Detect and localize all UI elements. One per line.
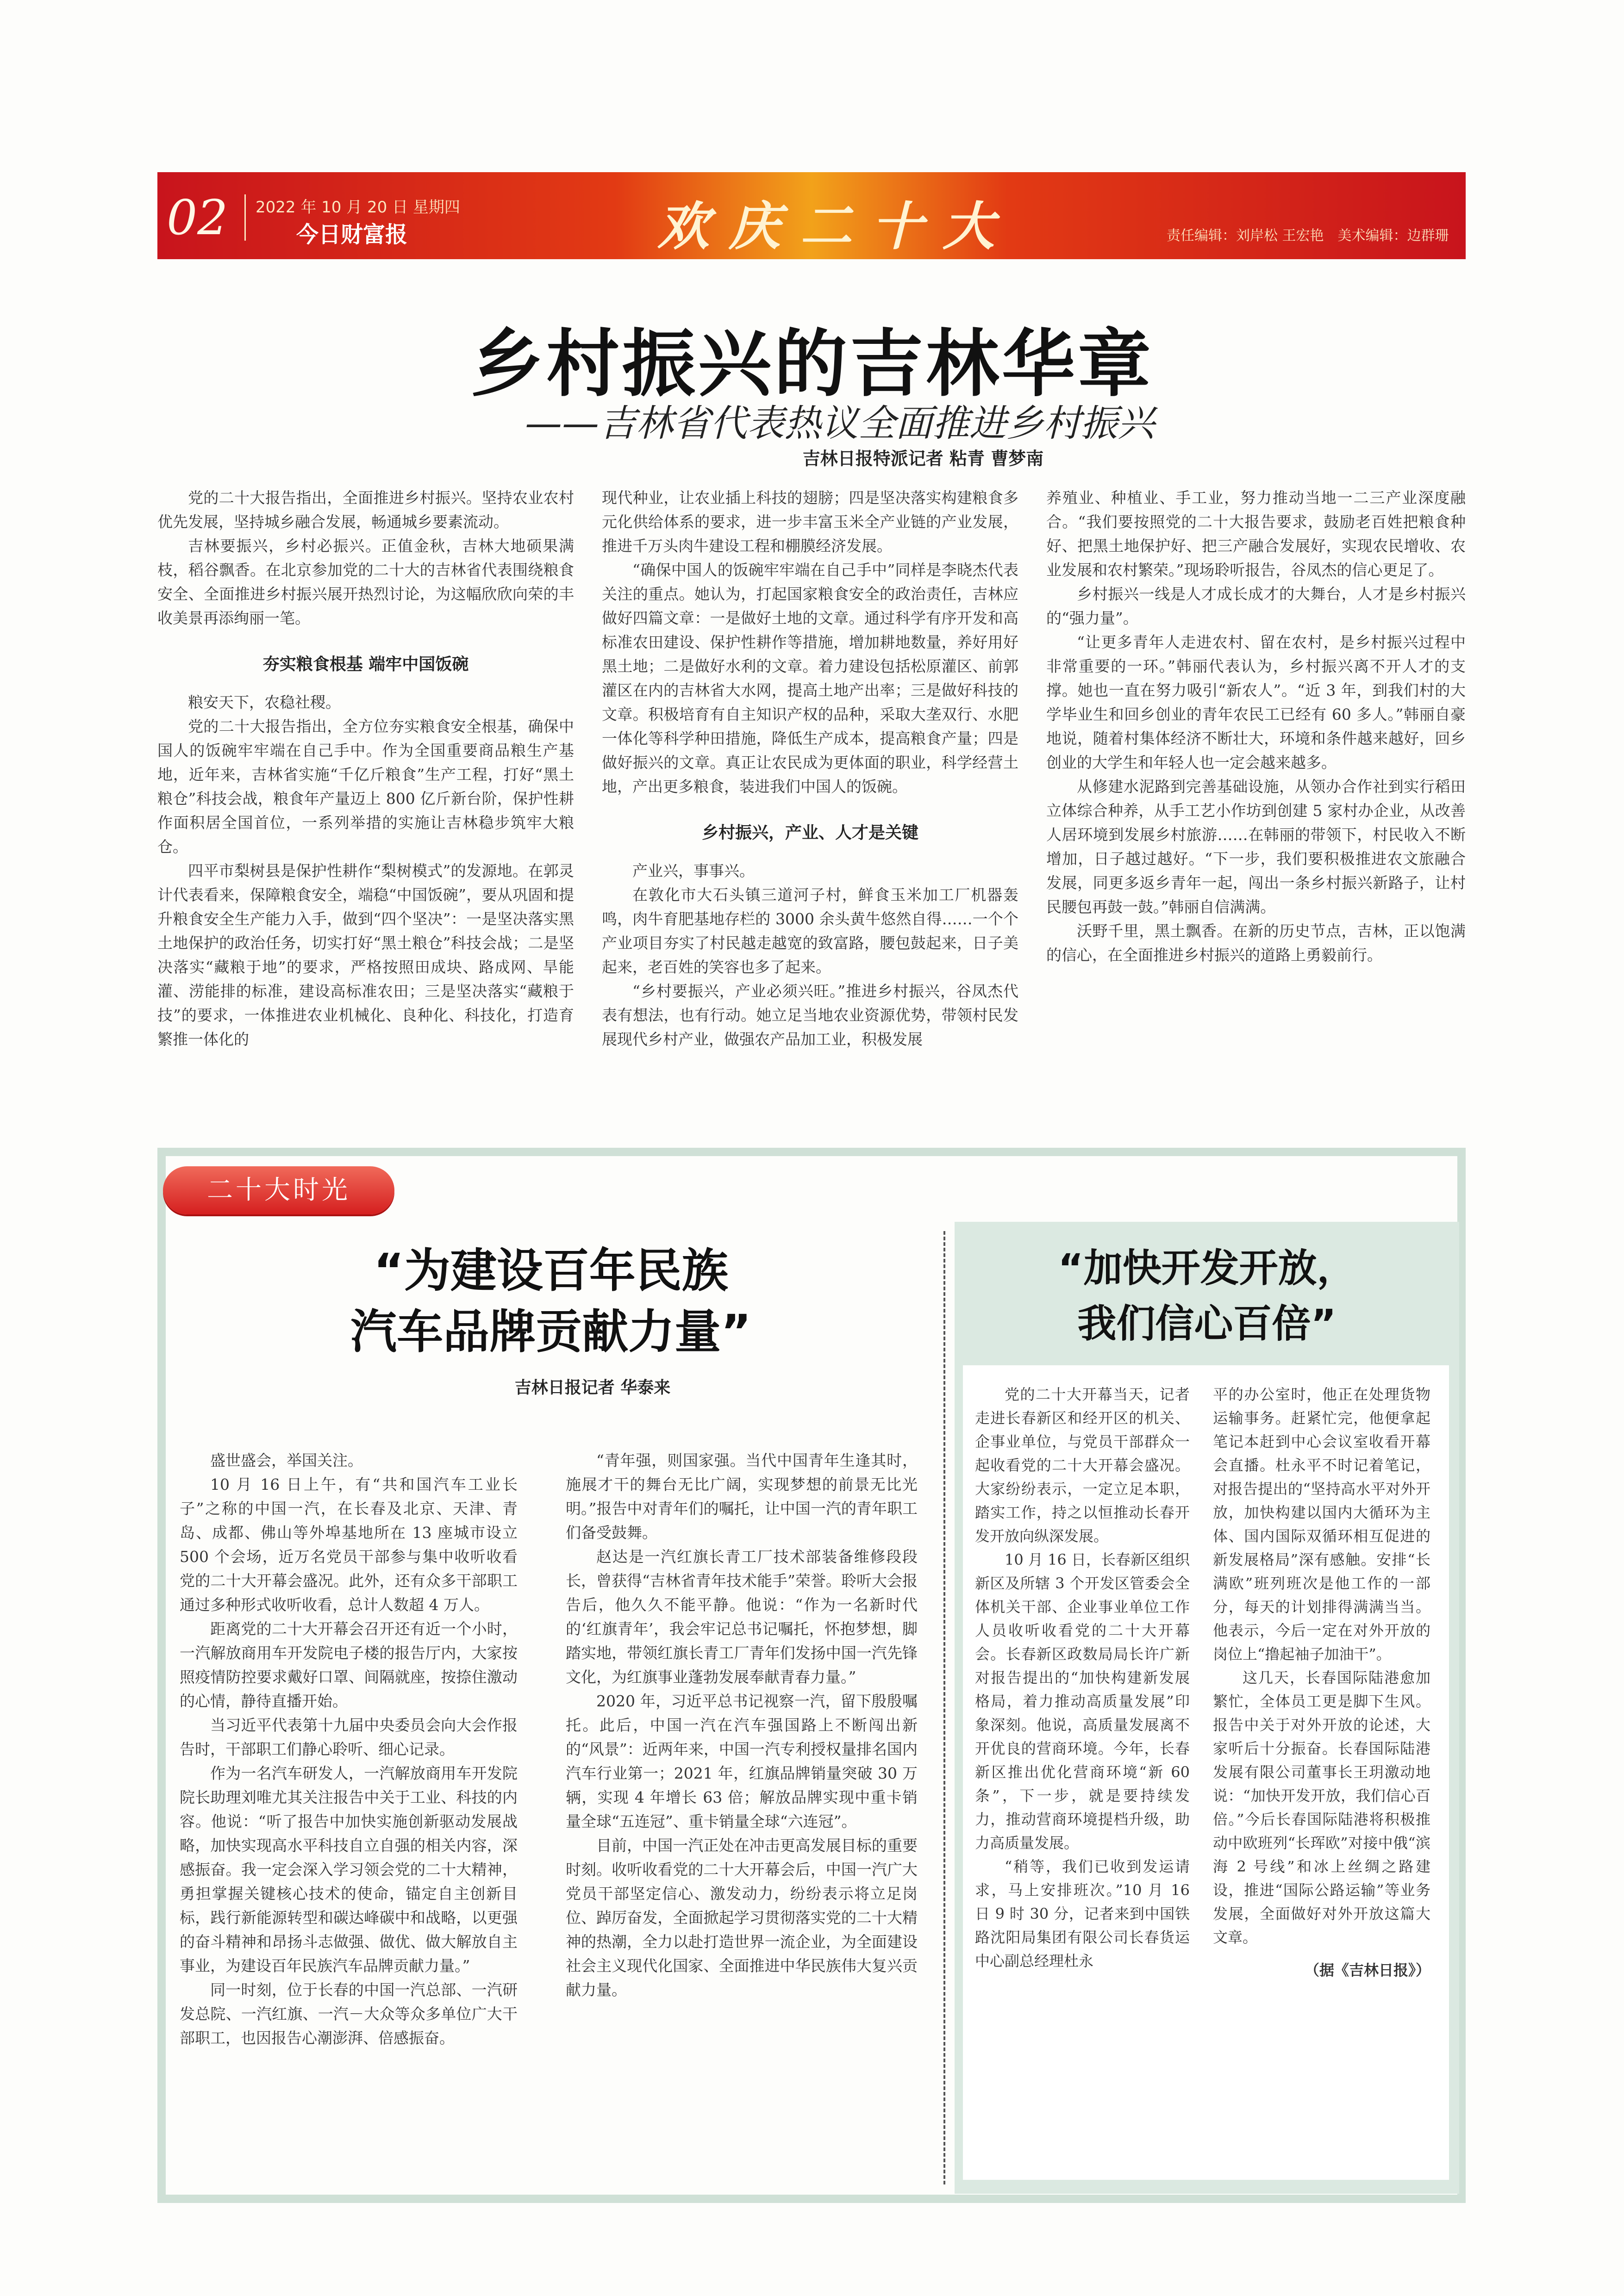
- paragraph: 平的办公室时，他正在处理货物运输事务。赶紧忙完，他便拿起笔记本赶到中心会议室收看开幕会直播。杜永平不时记着笔记，对报告提出的“坚持高水平对外开放，加快构建以国内大循环为主体、国内国际双循环相互促进的新发展格局”深有感触。安排“长满欧”班列班次是他工作的一部分，每天的计划排得满满当当。他表示，今后一定在对外开放的岗位上“撸起袖子加油干”。: [1213, 1386, 1430, 1663]
- headline-line: “加快开发开放，: [1058, 1245, 1356, 1291]
- paragraph: 党的二十大报告指出，全面推进乡村振兴。坚持农业农村优先发展，坚持城乡融合发展，畅通城乡要素流动。: [157, 489, 574, 531]
- paragraph: “稍等，我们已收到发运请求，马上安排班次。”10 月 16 日 9 时 30 分，记者来到中国铁路沈阳局集团有限公司长春货运中心副总经理杜永: [975, 1858, 1190, 1970]
- main-byline: 吉林日报特派记者 粘青 曹梦南: [802, 448, 1044, 469]
- paragraph: 这几天，长春国际陆港愈加繁忙，全体员工更是脚下生风。报告中关于对外开放的论述，大家听后十分振奋。长春国际陆港发展有限公司董事长王玥激动地说：“加快开发开放，我们信心百倍。”今后长春国际陆港将积极推动中欧班列“长珲欧”对接中俄“滨海 2 号线”和冰上丝绸之路建设，推进“国际公路运输”等业务发展，全面做好对外开放这篇大文章。: [1213, 1669, 1430, 1946]
- column-divider: [943, 1231, 945, 2184]
- paragraph: 吉林要振兴，乡村必振兴。正值金秋，吉林大地硕果满枝，稻谷飘香。在北京参加党的二十大的吉林省代表围绕粮食安全、全面推进乡村振兴展开热烈讨论，为这幅欣欣向荣的丰收美景再添绚丽一笔。: [157, 537, 574, 627]
- paragraph: 沃野千里，黑土飘香。在新的历史节点，吉林，正以饱满的信心，在全面推进乡村振兴的道路上勇毅前行。: [1046, 922, 1466, 964]
- paragraph: 2020 年，习近平总书记视察一汽，留下殷殷嘱托。此后，中国一汽在汽车强国路上不断闯出新的“风景”：近两年来，中国一汽专利授权量排名国内汽车行业第一；2021 年，红旗品牌销量突破 30 万辆，实现 4 年增长 63 倍；解放品牌实现中重卡销量全球“五连冠”、重卡销量全球“六连冠”。: [566, 1692, 918, 1830]
- newspaper-name: 今日财富报: [296, 222, 408, 248]
- paragraph: 10 月 16 日，长春新区组织新区及所辖 3 个开发区管委会全体机关干部、企业事业单位工作人员收听收看党的二十大开幕会。长春新区政数局局长许广新对报告提出的“加快构建新发展格局，着力推动高质量发展”印象深刻。他说，高质量发展离不开优良的营商环境。今年，长春新区推出优化营商环境“新 60 条”，下一步，就是要持续发力，推动营商环境提档升级，助力高质量发展。: [975, 1551, 1190, 1852]
- lower-right-column-2: [1213, 1383, 1430, 1982]
- section-heading: 夯实粮食根基 端牢中国饭碗: [262, 655, 469, 674]
- editor-credits: 责任编辑：刘岸松 王宏艳 美术编辑：边群珊: [1167, 228, 1449, 244]
- paragraph: 赵达是一汽红旗长青工厂技术部装备维修段段长，曾获得“吉林省青年技术能手”荣誉。聆听大会报告后，他久久不能平静。他说：“作为一名新时代的‘红旗青年’，我会牢记总书记嘱托，怀抱梦想，脚踏实地，带领红旗长青工厂青年们发扬中国一汽先锋文化，为红旗事业蓬勃发展奉献青春力量。”: [566, 1548, 918, 1686]
- paragraph: 党的二十大开幕当天，记者走进长春新区和经开区的机关、企事业单位，与党员干部群众一起收看党的二十大开幕会盛况。大家纷纷表示，一定立足本职，踏实工作，持之以恒推动长春开发开放向纵深发展。: [975, 1386, 1190, 1545]
- headline-line: “为建设百年民族: [374, 1244, 728, 1298]
- paragraph: 距离党的二十大开幕会召开还有近一个小时，一汽解放商用车开发院电子楼的报告厅内，大家按照疫情防控要求戴好口罩、间隔就座，按捺住激动的心情，静待直播开始。: [180, 1620, 518, 1710]
- column-tag-badge: 二十大时光: [163, 1166, 394, 1214]
- lower-left-column-1: [180, 1449, 518, 2050]
- lower-right-headline: [958, 1240, 1455, 1351]
- paragraph: “确保中国人的饭碗牢牢端在自己手中”同样是李晓杰代表关注的重点。她认为，打起国家粮食安全的政治责任，吉林应做好四篇文章：一是做好土地的文章。通过科学有序开发和高标准农田建设、保护性耕作等措施，增加耕地数量，养好用好黑土地；二是做好水利的文章。着力建设包括松原灌区、前郭灌区在内的吉林省大水网，提高土地产出率；三是做好科技的文章。积极培育有自主知识产权的品种，采取大垄双行、水肥一体化等科学种田措施，降低生产成本，提高粮食产量；四是做好振兴的文章。真正让农民成为更体面的职业，科学经营土地，产出更多粮食，装进我们中国人的饭碗。: [602, 561, 1018, 796]
- page-number: 02: [167, 189, 228, 246]
- paragraph: 在敦化市大石头镇三道河子村，鲜食玉米加工厂机器轰鸣，肉牛育肥基地存栏的 3000 余头黄牛悠然自得……一个个产业项目夯实了村民越走越宽的致富路，腰包鼓起来，日子美起来，老百姓的笑容也多了起来。: [602, 886, 1018, 976]
- source-credit: （据《吉林日报》）: [1304, 1961, 1430, 1979]
- paragraph: 四平市梨树县是保护性耕作“梨树模式”的发源地。在郭灵计代表看来，保障粮食安全，端稳“中国饭碗”，要从巩固和提升粮食安全生产能力入手，做到“四个坚决”：一是坚决落实黑土地保护的政治任务，切实打好“黑土粮仓”科技会战；二是坚决落实“藏粮于地”的要求，严格按照田成块、路成网、旱能灌、涝能排的标准，建设高标准农田；三是坚决落实“藏粮于技”的要求，一体推进农业机械化、良种化、科技化，打造育繁推一体化的: [157, 862, 574, 1048]
- issue-date: 2022 年 10 月 20 日 星期四: [256, 198, 460, 217]
- main-column-2: [602, 486, 1018, 1052]
- paragraph: 现代种业，让农业插上科技的翅膀；四是坚决落实构建粮食多元化供给体系的要求，进一步丰富玉米全产业链的产业发展，推进千万头肉牛建设工程和棚膜经济发展。: [602, 489, 1018, 555]
- lower-right-column-1: [975, 1383, 1190, 1973]
- headline-line: 我们信心百倍”: [1077, 1301, 1337, 1346]
- paragraph: “青年强，则国家强。当代中国青年生逢其时，施展才干的舞台无比广阔，实现梦想的前景无比光明。”报告中对青年们的嘱托，让中国一汽的青年职工们备受鼓舞。: [566, 1451, 918, 1542]
- paragraph: 产业兴，事事兴。: [632, 862, 755, 880]
- main-column-3: [1046, 486, 1466, 967]
- paragraph: 盛世盛会，举国关注。: [210, 1451, 363, 1469]
- paragraph: 党的二十大报告指出，全方位夯实粮食安全根基，确保中国人的饭碗牢牢端在自己手中。作为全国重要商品粮生产基地，近年来，吉林省实施“千亿斤粮食”生产工程，打好“黑土粮仓”科技会战，粮食年产量迈上 800 亿斤新台阶，保护性耕作面积居全国首位，一系列举措的实施让吉林稳步筑牢大粮仓。: [157, 717, 574, 856]
- lower-left-headline: [250, 1240, 852, 1363]
- paragraph: 同一时刻，位于长春的中国一汽总部、一汽研发总院、一汽红旗、一汽－大众等众多单位广大干部职工，也因报告心潮澎湃、倍感振奋。: [180, 1981, 518, 2047]
- paragraph: 作为一名汽车研发人，一汽解放商用车开发院院长助理刘唯尤其关注报告中关于工业、科技的内容。他说：“听了报告中加快实施创新驱动发展战略，加快实现高水平科技自立自强的相关内容，深感振奋。我一定会深入学习领会党的二十大精神，勇担掌握关键核心技术的使命，锚定自主创新目标，践行新能源转型和碳达峰碳中和战略，以更强的奋斗精神和昂扬斗志做强、做优、做大解放自主事业，为建设百年民族汽车品牌贡献力量。”: [180, 1764, 518, 1975]
- main-subheadline: ——吉林省代表热议全面推进乡村振兴: [525, 402, 1155, 445]
- section-theme: 欢庆二十大: [657, 196, 1014, 257]
- paragraph: 乡村振兴一线是人才成长成才的大舞台，人才是乡村振兴的“强力量”。: [1046, 585, 1466, 627]
- paragraph: 10 月 16 日上午，有“共和国汽车工业长子”之称的中国一汽，在长春及北京、天津、青岛、成都、佛山等外埠基地所在 13 座城市设立 500 个会场，近万名党员干部参与集中收听收看党的二十大开幕会盛况。此外，还有众多干部职工通过多种形式收听收看，总计人数超 4 万人。: [180, 1475, 518, 1614]
- lower-left-column-2: [566, 1449, 918, 2002]
- lower-left-byline: 吉林日报记者 华泰来: [514, 1378, 671, 1397]
- section-heading: 乡村振兴，产业、人才是关键: [701, 823, 918, 842]
- main-headline: 乡村振兴的吉林华章: [470, 321, 1154, 407]
- main-column-1: [157, 486, 574, 1052]
- paragraph: 粮安天下，农稳社稷。: [188, 693, 341, 711]
- paragraph: 养殖业、种植业、手工业，努力推动当地一二三产业深度融合。“我们要按照党的二十大报告要求，鼓励老百姓把粮食种好、把黑土地保护好、把三产融合发展好，实现农民增收、农业发展和农村繁荣。”现场聆听报告，谷凤杰的信心更足了。: [1046, 489, 1466, 579]
- paragraph: 当习近平代表第十九届中央委员会向大会作报告时，干部职工们静心聆听、细心记录。: [180, 1716, 518, 1758]
- header-divider: [244, 194, 246, 241]
- paragraph: 从修建水泥路到完善基础设施，从领办合作社到实行稻田立体综合种养，从手工艺小作坊到创建 5 家村办企业，从改善人居环境到发展乡村旅游……在韩丽的带领下，村民收入不断增加，日子越过越好。“下一步，我们要积极推进农文旅融合发展，同更多返乡青年一起，闯出一条乡村振兴新路子，让村民腰包再鼓一鼓。”韩丽自信满满。: [1046, 778, 1466, 916]
- paragraph: 目前，中国一汽正处在冲击更高发展目标的重要时刻。收听收看党的二十大开幕会后，中国一汽广大党员干部坚定信心、激发动力，纷纷表示将立足岗位、踔厉奋发，全面掀起学习贯彻落实党的二十大精神的热潮，全力以赴打造世界一流企业，为全面建设社会主义现代化国家、全面推进中华民族伟大复兴贡献力量。: [566, 1836, 918, 1999]
- headline-line: 汽车品牌贡献力量”: [350, 1305, 751, 1359]
- paragraph: “乡村要振兴，产业必须兴旺。”推进乡村振兴，谷凤杰代表有想法，也有行动。她立足当地农业资源优势，带领村民发展现代乡村产业，做强农产品加工业，积极发展: [602, 982, 1018, 1048]
- paragraph: “让更多青年人走进农村、留在农村，是乡村振兴过程中非常重要的一环。”韩丽代表认为，乡村振兴离不开人才的支撑。她也一直在努力吸引“新农人”。“近 3 年，到我们村的大学毕业生和回乡创业的青年农民工已经有 60 多人。”韩丽自豪地说，随着村集体经济不断壮大，环境和条件越来越好，回乡创业的大学生和年轻人也一定会越来越多。: [1046, 633, 1466, 772]
